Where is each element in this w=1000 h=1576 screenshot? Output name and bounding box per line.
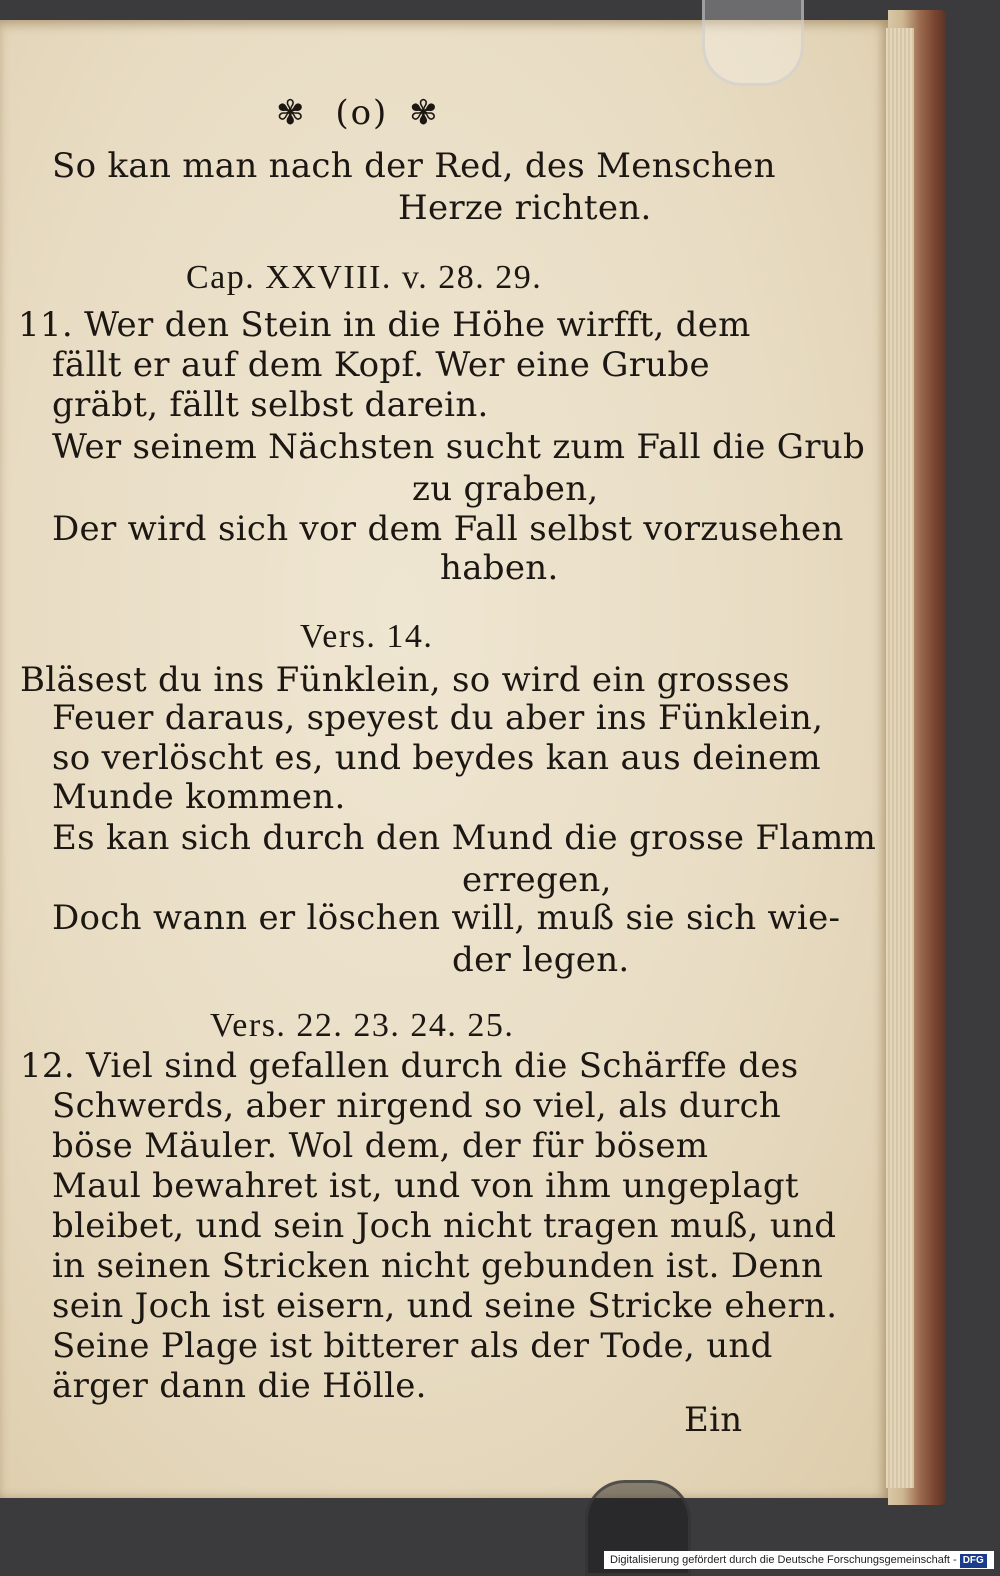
text-line: Seine Plage ist bitterer als der Tode, und bbox=[52, 1326, 773, 1366]
section-heading: Cap. XXVIII. v. 28. 29. bbox=[186, 259, 543, 296]
footer-text: Digitalisierung gefördert durch die Deutsche Forschungsgemeinschaft - bbox=[610, 1554, 957, 1566]
text-line: So kan man nach der Red, des Menschen bbox=[52, 146, 776, 186]
text-line: Bläsest du ins Fünklein, so wird ein grosses bbox=[20, 660, 790, 700]
text-line: so verlöscht es, und beydes kan aus deinem bbox=[52, 738, 821, 778]
text-line: zu graben, bbox=[412, 469, 599, 509]
text-line: ärger dann die Hölle. bbox=[52, 1366, 427, 1406]
text-line: böse Mäuler. Wol dem, der für bösem bbox=[52, 1126, 709, 1166]
text-line: bleibet, und sein Joch nicht tragen muß, und bbox=[52, 1206, 837, 1246]
text-line: Schwerds, aber nirgend so viel, als durch bbox=[52, 1086, 782, 1126]
text-line: Der wird sich vor dem Fall selbst vorzusehen bbox=[52, 509, 844, 549]
text-line: Munde kommen. bbox=[52, 777, 346, 817]
ornament-left-icon: ✾ bbox=[276, 93, 315, 133]
text-line: gräbt, fällt selbst darein. bbox=[52, 385, 489, 425]
page-stack-edges bbox=[886, 28, 914, 1488]
text-line: erregen, bbox=[462, 860, 612, 900]
page-clip-top bbox=[702, 0, 804, 86]
text-line: der legen. bbox=[452, 940, 630, 980]
text-line: 11. Wer den Stein in die Höhe wirfft, dem bbox=[18, 305, 751, 345]
text-line: Herze richten. bbox=[398, 188, 652, 228]
digitization-footer bbox=[604, 1551, 994, 1569]
text-line: Doch wann er löschen will, muß sie sich wie- bbox=[52, 898, 841, 938]
section-heading: Vers. 14. bbox=[300, 618, 434, 655]
text-line: 12. Viel sind gefallen durch die Schärffe des bbox=[20, 1046, 799, 1086]
text-line: sein Joch ist eisern, und seine Stricke ehern. bbox=[52, 1286, 838, 1326]
text-line: Es kan sich durch den Mund die grosse Flamm bbox=[52, 818, 877, 858]
text-line: haben. bbox=[440, 548, 559, 588]
page-marker: (o) bbox=[335, 93, 389, 133]
text-line: Feuer daraus, speyest du aber ins Fünklein, bbox=[52, 698, 824, 738]
page-header bbox=[276, 93, 448, 133]
catchword: Ein bbox=[684, 1400, 743, 1440]
text-line: Wer seinem Nächsten sucht zum Fall die Grub bbox=[52, 427, 866, 467]
text-line: in seinen Stricken nicht gebunden ist. Denn bbox=[52, 1246, 824, 1286]
ornament-right-icon: ✾ bbox=[409, 93, 448, 133]
text-line: Maul bewahret ist, und von ihm ungeplagt bbox=[52, 1166, 799, 1206]
dfg-logo-icon: DFG bbox=[960, 1554, 987, 1568]
text-line: fällt er auf dem Kopf. Wer eine Grube bbox=[52, 345, 710, 385]
section-heading: Vers. 22. 23. 24. 25. bbox=[210, 1007, 515, 1044]
